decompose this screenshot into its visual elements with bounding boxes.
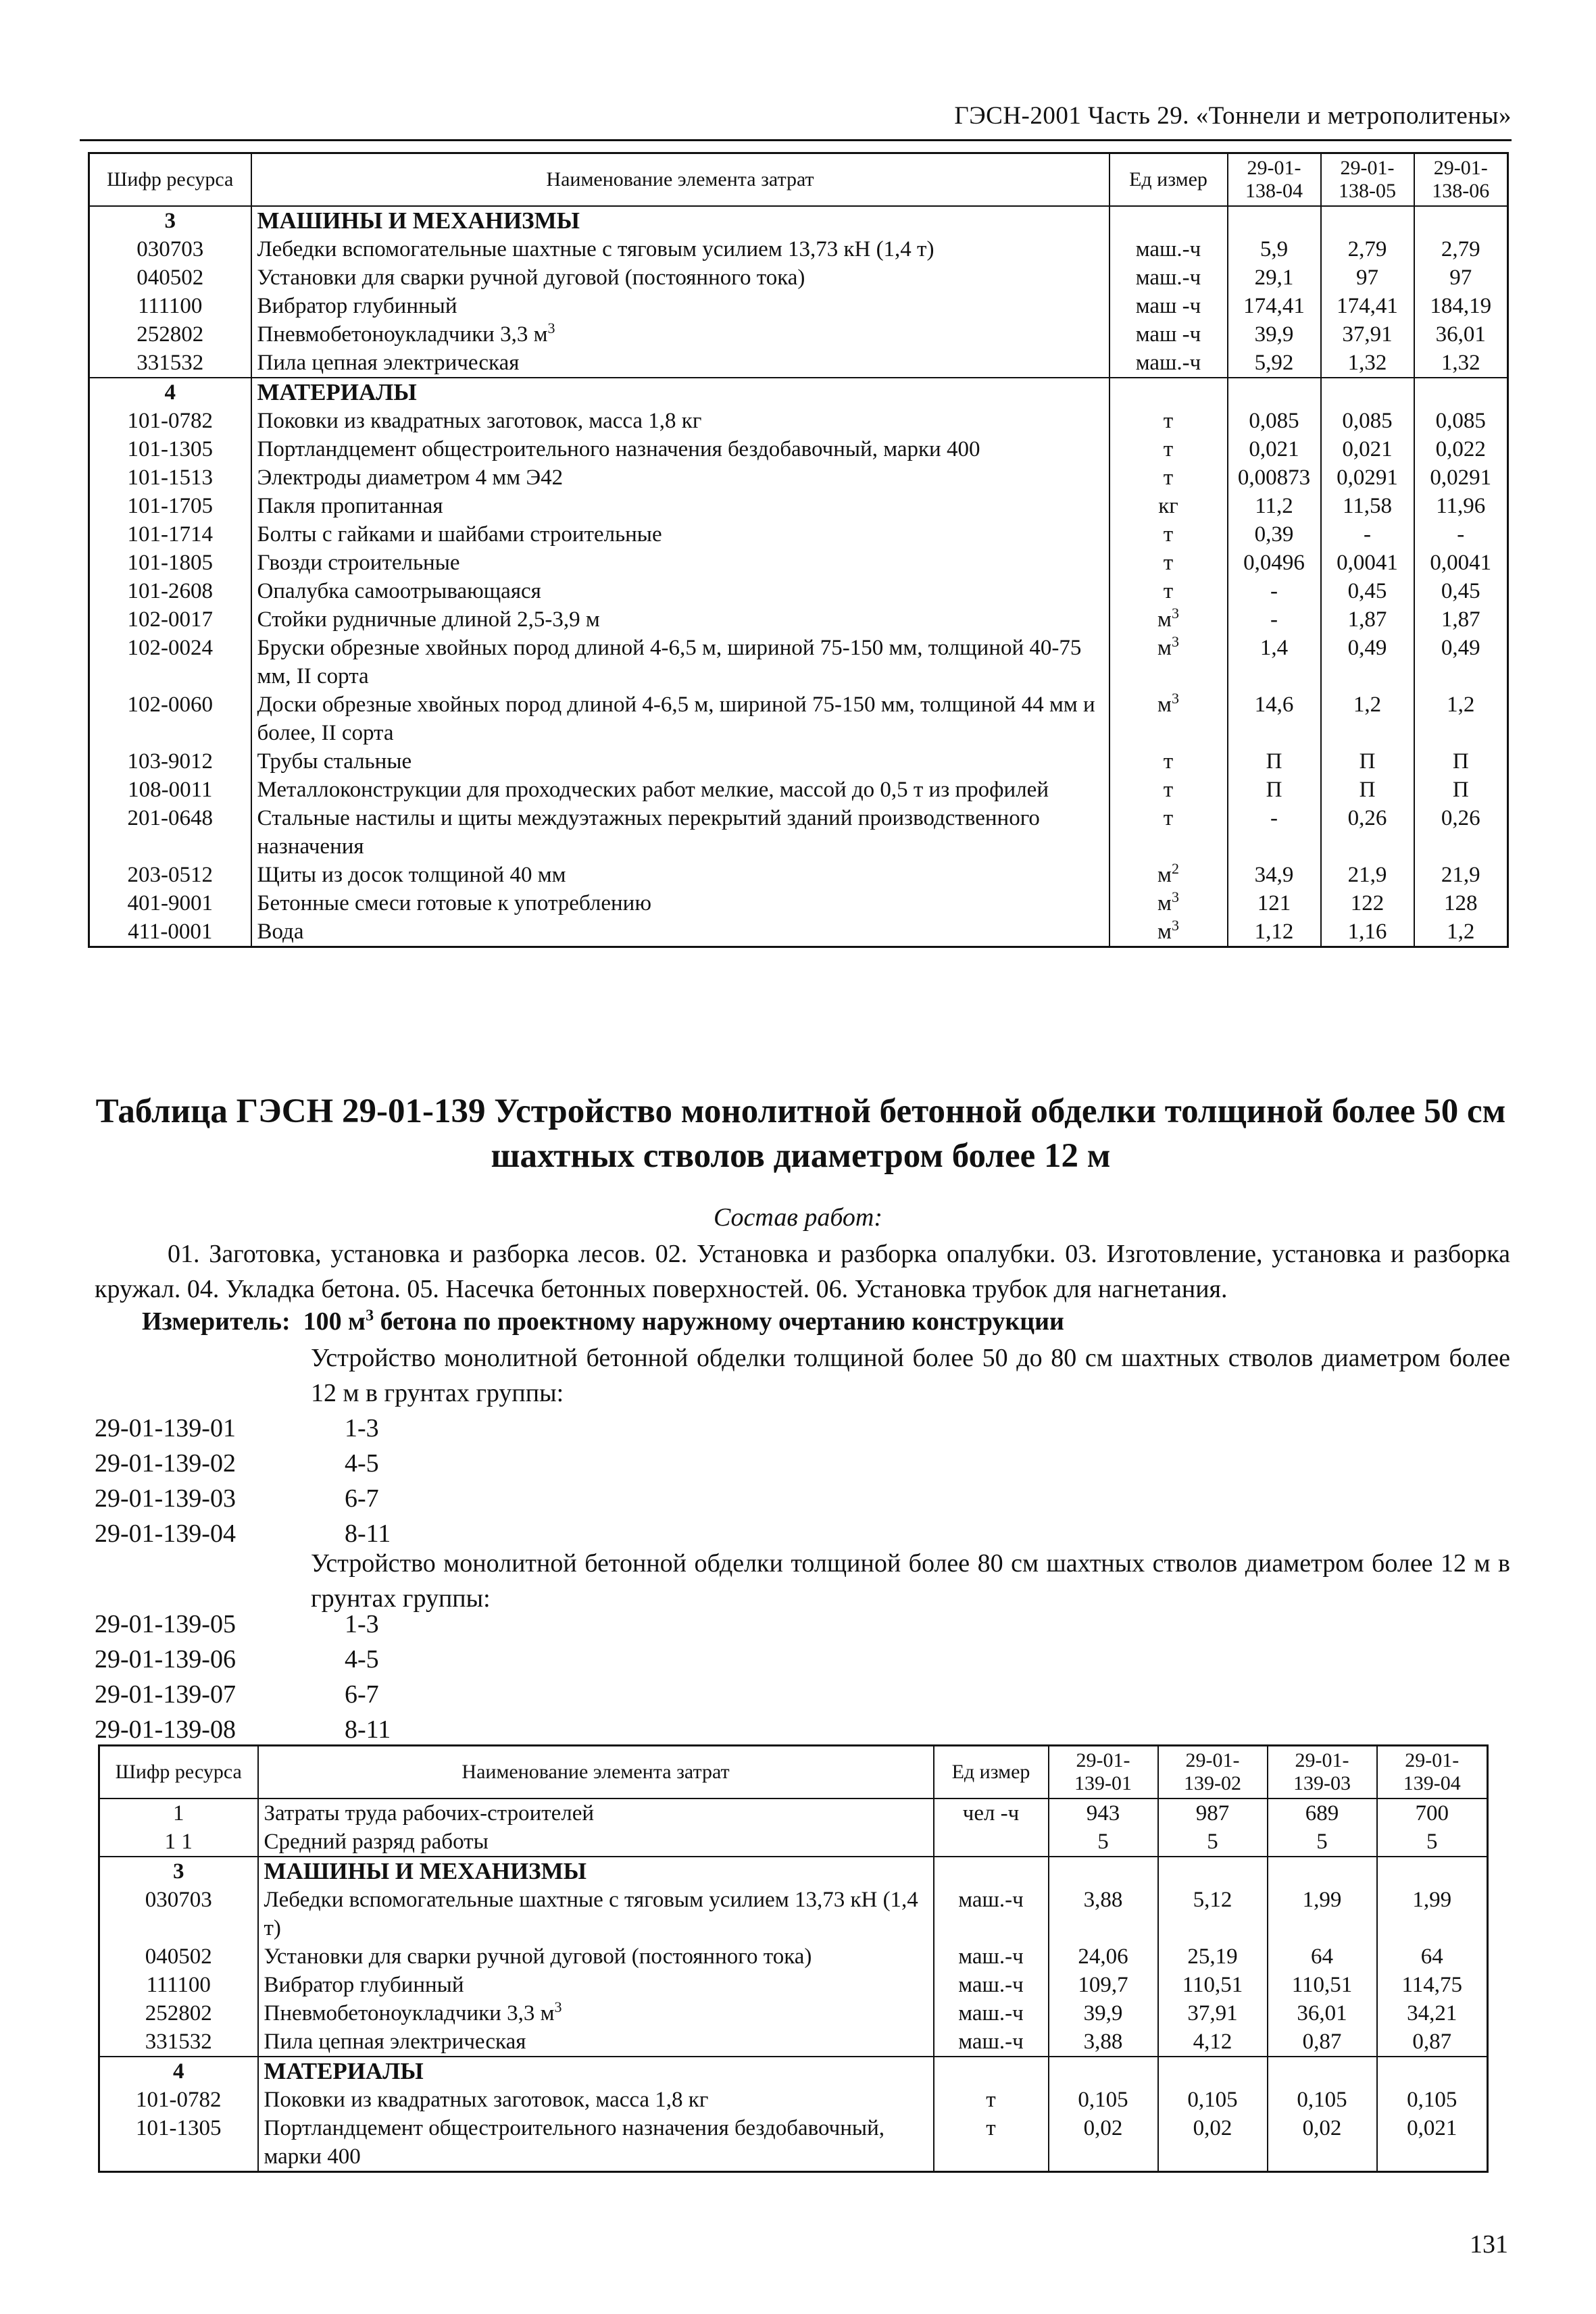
value-cell: 1,87 bbox=[1414, 605, 1508, 634]
value-cell: 0,45 bbox=[1414, 577, 1508, 605]
unit-cell: т bbox=[1109, 549, 1228, 577]
value-cell: 122 bbox=[1321, 889, 1414, 917]
table-row bbox=[89, 861, 1508, 889]
value-cell: 114,75 bbox=[1377, 1971, 1488, 1999]
resource-name: Установки для сварки ручной дуговой (постоянного тока) bbox=[251, 263, 1109, 292]
unit-cell: маш.-ч bbox=[934, 1886, 1049, 1942]
value-cell: 0,0496 bbox=[1228, 549, 1321, 577]
resource-code: 111100 bbox=[89, 292, 251, 320]
value-cell: 2,79 bbox=[1321, 235, 1414, 263]
value-cell: 0,105 bbox=[1049, 2086, 1158, 2114]
value-cell: 0,085 bbox=[1414, 407, 1508, 435]
value-cell: 39,9 bbox=[1049, 1999, 1158, 2028]
table-body bbox=[99, 1799, 1488, 2172]
unit-cell: т bbox=[934, 2114, 1049, 2172]
resource-code: 252802 bbox=[99, 1999, 258, 2028]
unit-cell: маш -ч bbox=[1109, 292, 1228, 320]
resource-code: 101-1513 bbox=[89, 463, 251, 492]
unit-cell: маш.-ч bbox=[1109, 349, 1228, 378]
resource-code: 3 bbox=[99, 1857, 258, 1886]
value-cell: 128 bbox=[1414, 889, 1508, 917]
resource-code: 108-0011 bbox=[89, 776, 251, 804]
value-cell: П bbox=[1228, 776, 1321, 804]
value-cell: 0,021 bbox=[1228, 435, 1321, 463]
unit-cell: т bbox=[1109, 747, 1228, 776]
value-cell: 0,0041 bbox=[1321, 549, 1414, 577]
value-cell: - bbox=[1228, 605, 1321, 634]
value-cell: 0,02 bbox=[1049, 2114, 1158, 2172]
resource-name: Лебедки вспомогательные шахтные с тяговым усилием 13,73 кН (1,4 т) bbox=[251, 235, 1109, 263]
table-title: Таблица ГЭСН 29-01-139 Устройство монолитной бетонной обделки толщиной более 50 см шахтных стволов диаметром более 12 м bbox=[95, 1092, 1506, 1175]
value-cell: 34,9 bbox=[1228, 861, 1321, 889]
resource-code: 401-9001 bbox=[89, 889, 251, 917]
value-cell: 3,88 bbox=[1049, 2028, 1158, 2057]
value-cell: 37,91 bbox=[1321, 320, 1414, 349]
resource-name: МАШИНЫ И МЕХАНИЗМЫ bbox=[258, 1857, 934, 1886]
table-row bbox=[99, 2114, 1488, 2172]
table-row bbox=[89, 292, 1508, 320]
table-row bbox=[89, 463, 1508, 492]
value-cell: 4,12 bbox=[1158, 2028, 1268, 2057]
table-row bbox=[89, 605, 1508, 634]
col-head-138-06: 29-01- 138-06 bbox=[1414, 153, 1508, 207]
value-cell: 2,79 bbox=[1414, 235, 1508, 263]
section-row bbox=[89, 378, 1508, 407]
resource-name: Трубы стальные bbox=[251, 747, 1109, 776]
value-cell: 0,021 bbox=[1377, 2114, 1488, 2172]
value-cell: 5 bbox=[1158, 1828, 1268, 1857]
resource-code: 3 bbox=[89, 206, 251, 235]
value-cell: - bbox=[1321, 520, 1414, 549]
resource-code: 101-0782 bbox=[89, 407, 251, 435]
unit-cell: т bbox=[934, 2086, 1049, 2114]
value-cell bbox=[1268, 1857, 1377, 1886]
unit-cell bbox=[1109, 378, 1228, 407]
value-cell: 0,022 bbox=[1414, 435, 1508, 463]
table-row bbox=[89, 549, 1508, 577]
resource-code: 101-1714 bbox=[89, 520, 251, 549]
resource-name: Бетонные смеси готовые к употреблению bbox=[251, 889, 1109, 917]
section-row bbox=[89, 206, 1508, 235]
value-cell: 1,87 bbox=[1321, 605, 1414, 634]
value-cell: 14,6 bbox=[1228, 690, 1321, 747]
value-cell: 174,41 bbox=[1321, 292, 1414, 320]
table-row bbox=[89, 263, 1508, 292]
col-head-139-04: 29-01- 139-04 bbox=[1377, 1746, 1488, 1799]
value-cell: П bbox=[1228, 747, 1321, 776]
value-cell: 97 bbox=[1321, 263, 1414, 292]
resource-name: Пневмобетоноукладчики 3,3 $м^3$ bbox=[258, 1999, 934, 2028]
col-head-code: Шифр ресурса bbox=[99, 1746, 258, 1799]
resource-code: 331532 bbox=[99, 2028, 258, 2057]
value-cell: 5 bbox=[1049, 1828, 1158, 1857]
value-cell: 1,99 bbox=[1377, 1886, 1488, 1942]
value-cell bbox=[1414, 206, 1508, 235]
code-line: 29-01-139-01 1-3 bbox=[95, 1414, 379, 1442]
value-cell: 0,49 bbox=[1414, 634, 1508, 690]
resource-name: Щиты из досок толщиной 40 мм bbox=[251, 861, 1109, 889]
col-head-139-02: 29-01- 139-02 bbox=[1158, 1746, 1268, 1799]
page-number: 131 bbox=[1470, 2230, 1508, 2259]
code-line: 29-01-139-02 4-5 bbox=[95, 1449, 379, 1478]
table-row bbox=[99, 1942, 1488, 1971]
value-cell: 97 bbox=[1414, 263, 1508, 292]
resource-name: Гвозди строительные bbox=[251, 549, 1109, 577]
value-cell: 184,19 bbox=[1414, 292, 1508, 320]
table-row bbox=[89, 889, 1508, 917]
resource-code: 331532 bbox=[89, 349, 251, 378]
value-cell: 11,2 bbox=[1228, 492, 1321, 520]
value-cell: 0,02 bbox=[1158, 2114, 1268, 2172]
value-cell: 0,105 bbox=[1268, 2086, 1377, 2114]
col-head-139-01: 29-01- 139-01 bbox=[1049, 1746, 1158, 1799]
resource-code: 111100 bbox=[99, 1971, 258, 1999]
unit-cell: т bbox=[1109, 435, 1228, 463]
value-cell: 121 bbox=[1228, 889, 1321, 917]
resource-code: 101-2608 bbox=[89, 577, 251, 605]
value-cell bbox=[1049, 1857, 1158, 1886]
value-cell: 0,0041 bbox=[1414, 549, 1508, 577]
resource-name: Пакля пропитанная bbox=[251, 492, 1109, 520]
resource-code: 101-1305 bbox=[99, 2114, 258, 2172]
resource-code: 411-0001 bbox=[89, 917, 251, 947]
composition-label: Состав работ: bbox=[713, 1203, 883, 1232]
value-cell: 0,26 bbox=[1414, 804, 1508, 861]
resource-table-138 bbox=[88, 152, 1509, 948]
value-cell bbox=[1268, 2057, 1377, 2086]
table-row bbox=[89, 577, 1508, 605]
value-cell: 0,085 bbox=[1228, 407, 1321, 435]
resource-name: Электроды диаметром 4 мм Э42 bbox=[251, 463, 1109, 492]
table-row bbox=[99, 2028, 1488, 2057]
col-head-name: Наименование элемента затрат bbox=[258, 1746, 934, 1799]
col-head-138-05: 29-01- 138-05 bbox=[1321, 153, 1414, 207]
resource-name: Стойки рудничные длиной 2,5-3,9 м bbox=[251, 605, 1109, 634]
table-row bbox=[89, 320, 1508, 349]
table-row bbox=[89, 520, 1508, 549]
value-cell: 36,01 bbox=[1414, 320, 1508, 349]
resource-name: Лебедки вспомогательные шахтные с тяговым усилием 13,73 кН (1,4 т) bbox=[258, 1886, 934, 1942]
resource-name: Пила цепная электрическая bbox=[258, 2028, 934, 2057]
resource-name: Поковки из квадратных заготовок, масса 1,8 кг bbox=[251, 407, 1109, 435]
resource-name: Средний разряд работы bbox=[258, 1828, 934, 1857]
resource-name: Стальные настилы и щиты междуэтажных перекрытий зданий производственного назначения bbox=[251, 804, 1109, 861]
value-cell bbox=[1321, 206, 1414, 235]
resource-code: 101-1305 bbox=[89, 435, 251, 463]
resource-name: Бруски обрезные хвойных пород длиной 4-6,5 м, шириной 75-150 мм, толщиной 40-75 мм, II сорта bbox=[251, 634, 1109, 690]
resource-code: 1 bbox=[99, 1799, 258, 1828]
value-cell bbox=[1414, 378, 1508, 407]
value-cell: П bbox=[1414, 776, 1508, 804]
header-rule bbox=[80, 139, 1512, 141]
value-cell: 1,32 bbox=[1414, 349, 1508, 378]
code-line: 29-01-139-03 6-7 bbox=[95, 1484, 379, 1513]
unit-cell bbox=[934, 2057, 1049, 2086]
value-cell: - bbox=[1228, 804, 1321, 861]
resource-name: Установки для сварки ручной дуговой (постоянного тока) bbox=[258, 1942, 934, 1971]
resource-code: 4 bbox=[89, 378, 251, 407]
table-row bbox=[89, 804, 1508, 861]
value-cell: 0,87 bbox=[1268, 2028, 1377, 2057]
resource-name: Пила цепная электрическая bbox=[251, 349, 1109, 378]
value-cell: - bbox=[1228, 577, 1321, 605]
value-cell bbox=[1049, 2057, 1158, 2086]
resource-name: Металлоконструкции для проходческих работ мелкие, массой до 0,5 т из профилей bbox=[251, 776, 1109, 804]
col-head-unit: Ед измер bbox=[1109, 153, 1228, 207]
value-cell: 0,26 bbox=[1321, 804, 1414, 861]
resource-name: Вибратор глубинный bbox=[258, 1971, 934, 1999]
unit-cell bbox=[934, 1828, 1049, 1857]
value-cell: 174,41 bbox=[1228, 292, 1321, 320]
unit-cell: т bbox=[1109, 407, 1228, 435]
value-cell: 29,1 bbox=[1228, 263, 1321, 292]
code-line: 29-01-139-04 8-11 bbox=[95, 1519, 391, 1548]
value-cell bbox=[1377, 2057, 1488, 2086]
unit-cell: т bbox=[1109, 577, 1228, 605]
table-row bbox=[89, 747, 1508, 776]
resource-name: Портландцемент общестроительного назначения бездобавочный, марки 400 bbox=[258, 2114, 934, 2172]
unit-cell bbox=[934, 1857, 1049, 1886]
unit-cell: маш.-ч bbox=[934, 1942, 1049, 1971]
value-cell: 110,51 bbox=[1268, 1971, 1377, 1999]
resource-name: Пневмобетоноукладчики 3,3 $м^3$ bbox=[251, 320, 1109, 349]
resource-name: Поковки из квадратных заготовок, масса 1,8 кг bbox=[258, 2086, 934, 2114]
value-cell: 64 bbox=[1377, 1942, 1488, 1971]
value-cell: 5,92 bbox=[1228, 349, 1321, 378]
value-cell bbox=[1377, 1857, 1488, 1886]
group2-description: Устройство монолитной бетонной обделки толщиной более 80 см шахтных стволов диаметром более 12 м в грунтах группы: bbox=[311, 1549, 1510, 1613]
value-cell: 0,87 bbox=[1377, 2028, 1488, 2057]
code-line: 29-01-139-06 4-5 bbox=[95, 1645, 379, 1674]
resource-code: 4 bbox=[99, 2057, 258, 2086]
table-row bbox=[89, 349, 1508, 378]
unit-cell: $м^2$ bbox=[1109, 861, 1228, 889]
value-cell: 1,99 bbox=[1268, 1886, 1377, 1942]
meter-line: Измеритель: 100 $м^3$ бетона по проектному наружному очертанию конструкции bbox=[142, 1307, 1064, 1336]
resource-code: 201-0648 bbox=[89, 804, 251, 861]
table-row bbox=[99, 2086, 1488, 2114]
unit-cell: маш.-ч bbox=[1109, 235, 1228, 263]
col-head-unit: Ед измер bbox=[934, 1746, 1049, 1799]
unit-cell: $м^3$ bbox=[1109, 917, 1228, 947]
col-head-138-04: 29-01- 138-04 bbox=[1228, 153, 1321, 207]
table-row bbox=[99, 1828, 1488, 1857]
resource-code: 030703 bbox=[89, 235, 251, 263]
value-cell: 0,39 bbox=[1228, 520, 1321, 549]
value-cell: 0,02 bbox=[1268, 2114, 1377, 2172]
unit-cell: $м^3$ bbox=[1109, 634, 1228, 690]
value-cell: 0,105 bbox=[1377, 2086, 1488, 2114]
value-cell: 24,06 bbox=[1049, 1942, 1158, 1971]
unit-cell: маш.-ч bbox=[934, 1999, 1049, 2028]
value-cell: 1,32 bbox=[1321, 349, 1414, 378]
value-cell: 21,9 bbox=[1414, 861, 1508, 889]
value-cell: 0,00873 bbox=[1228, 463, 1321, 492]
value-cell bbox=[1158, 1857, 1268, 1886]
resource-name: Затраты труда рабочих-строителей bbox=[258, 1799, 934, 1828]
resource-name: МАТЕРИАЛЫ bbox=[258, 2057, 934, 2086]
col-head-139-03: 29-01- 139-03 bbox=[1268, 1746, 1377, 1799]
table-row bbox=[99, 1999, 1488, 2028]
resource-name: Вибратор глубинный bbox=[251, 292, 1109, 320]
value-cell: 1,2 bbox=[1414, 917, 1508, 947]
value-cell bbox=[1321, 378, 1414, 407]
value-cell: 110,51 bbox=[1158, 1971, 1268, 1999]
table-body bbox=[89, 206, 1508, 947]
works-list: 01. Заготовка, установка и разборка лесов. 02. Установка и разборка опалубки. 03. Изготовление, установка и разборка кружал. 04. Укладка бетона. 05. Насечка бетонных поверхностей. 06. Установка трубок для нагнетания. bbox=[95, 1240, 1510, 1303]
value-cell: 64 bbox=[1268, 1942, 1377, 1971]
unit-cell: $м^3$ bbox=[1109, 690, 1228, 747]
value-cell: 0,105 bbox=[1158, 2086, 1268, 2114]
table-row bbox=[89, 407, 1508, 435]
value-cell: 109,7 bbox=[1049, 1971, 1158, 1999]
value-cell: 25,19 bbox=[1158, 1942, 1268, 1971]
resource-name: Портландцемент общестроительного назначения бездобавочный, марки 400 bbox=[251, 435, 1109, 463]
unit-cell: т bbox=[1109, 804, 1228, 861]
value-cell: 0,021 bbox=[1321, 435, 1414, 463]
resource-code: 203-0512 bbox=[89, 861, 251, 889]
code-line: 29-01-139-08 8-11 bbox=[95, 1715, 391, 1744]
value-cell: 5 bbox=[1268, 1828, 1377, 1857]
unit-cell: чел -ч bbox=[934, 1799, 1049, 1828]
table-row bbox=[89, 776, 1508, 804]
value-cell: 1,4 bbox=[1228, 634, 1321, 690]
resource-code: 252802 bbox=[89, 320, 251, 349]
value-cell: 39,9 bbox=[1228, 320, 1321, 349]
value-cell: 5,12 bbox=[1158, 1886, 1268, 1942]
meter-value: 100 м bbox=[303, 1307, 366, 1336]
running-header: ГЭСН-2001 Часть 29. «Тоннели и метрополитены» bbox=[954, 102, 1512, 130]
resource-code: 101-1705 bbox=[89, 492, 251, 520]
value-cell: П bbox=[1321, 747, 1414, 776]
value-cell: 1,16 bbox=[1321, 917, 1414, 947]
value-cell: 1,12 bbox=[1228, 917, 1321, 947]
section-row bbox=[99, 2057, 1488, 2086]
value-cell: 37,91 bbox=[1158, 1999, 1268, 2028]
table-row bbox=[89, 917, 1508, 947]
resource-code: 102-0024 bbox=[89, 634, 251, 690]
value-cell: 1,2 bbox=[1414, 690, 1508, 747]
resource-code: 103-9012 bbox=[89, 747, 251, 776]
meter-label: Измеритель: bbox=[142, 1307, 291, 1336]
value-cell: 3,88 bbox=[1049, 1886, 1158, 1942]
table-row bbox=[99, 1799, 1488, 1828]
code-line: 29-01-139-07 6-7 bbox=[95, 1680, 379, 1709]
value-cell bbox=[1228, 206, 1321, 235]
table-header-row bbox=[99, 1746, 1488, 1799]
table-row bbox=[89, 690, 1508, 747]
unit-cell: маш.-ч bbox=[934, 1971, 1049, 1999]
resource-code: 030703 bbox=[99, 1886, 258, 1942]
resource-code: 1 1 bbox=[99, 1828, 258, 1857]
value-cell: 0,0291 bbox=[1321, 463, 1414, 492]
table-row bbox=[89, 492, 1508, 520]
col-head-name: Наименование элемента затрат bbox=[251, 153, 1109, 207]
resource-code: 102-0017 bbox=[89, 605, 251, 634]
resource-code: 102-0060 bbox=[89, 690, 251, 747]
value-cell bbox=[1158, 2057, 1268, 2086]
unit-cell: т bbox=[1109, 463, 1228, 492]
unit-cell: кг bbox=[1109, 492, 1228, 520]
unit-cell bbox=[1109, 206, 1228, 235]
value-cell: 1,2 bbox=[1321, 690, 1414, 747]
unit-cell: т bbox=[1109, 520, 1228, 549]
code-line: 29-01-139-05 1-3 bbox=[95, 1610, 379, 1638]
unit-cell: маш.-ч bbox=[1109, 263, 1228, 292]
value-cell: 5 bbox=[1377, 1828, 1488, 1857]
value-cell: 36,01 bbox=[1268, 1999, 1377, 2028]
section-row bbox=[99, 1857, 1488, 1886]
value-cell: 0,0291 bbox=[1414, 463, 1508, 492]
value-cell: 5,9 bbox=[1228, 235, 1321, 263]
value-cell: 0,45 bbox=[1321, 577, 1414, 605]
value-cell: П bbox=[1321, 776, 1414, 804]
value-cell: 0,49 bbox=[1321, 634, 1414, 690]
value-cell: 943 bbox=[1049, 1799, 1158, 1828]
value-cell: 689 bbox=[1268, 1799, 1377, 1828]
resource-name: МАТЕРИАЛЫ bbox=[251, 378, 1109, 407]
value-cell bbox=[1228, 378, 1321, 407]
resource-code: 040502 bbox=[99, 1942, 258, 1971]
resource-code: 040502 bbox=[89, 263, 251, 292]
col-head-code: Шифр ресурса bbox=[89, 153, 251, 207]
resource-name: МАШИНЫ И МЕХАНИЗМЫ bbox=[251, 206, 1109, 235]
resource-name: Доски обрезные хвойных пород длиной 4-6,5 м, шириной 75-150 мм, толщиной 44 мм и более, II сорта bbox=[251, 690, 1109, 747]
value-cell: 21,9 bbox=[1321, 861, 1414, 889]
value-cell: - bbox=[1414, 520, 1508, 549]
unit-cell: т bbox=[1109, 776, 1228, 804]
resource-name: Опалубка самоотрывающаяся bbox=[251, 577, 1109, 605]
value-cell: П bbox=[1414, 747, 1508, 776]
value-cell: 0,085 bbox=[1321, 407, 1414, 435]
unit-cell: маш -ч bbox=[1109, 320, 1228, 349]
group1-description: Устройство монолитной бетонной обделки толщиной более 50 до 80 см шахтных стволов диаметром более 12 м в грунтах группы: bbox=[311, 1344, 1510, 1407]
table-row bbox=[89, 435, 1508, 463]
resource-table-139 bbox=[98, 1744, 1489, 2173]
value-cell: 11,96 bbox=[1414, 492, 1508, 520]
table-row bbox=[89, 634, 1508, 690]
unit-cell: $м^3$ bbox=[1109, 605, 1228, 634]
unit-cell: маш.-ч bbox=[934, 2028, 1049, 2057]
value-cell: 11,58 bbox=[1321, 492, 1414, 520]
table-row bbox=[99, 1971, 1488, 1999]
resource-code: 101-1805 bbox=[89, 549, 251, 577]
value-cell: 700 bbox=[1377, 1799, 1488, 1828]
table-header-row bbox=[89, 153, 1508, 207]
table-row bbox=[99, 1886, 1488, 1942]
resource-name: Болты с гайками и шайбами строительные bbox=[251, 520, 1109, 549]
resource-name: Вода bbox=[251, 917, 1109, 947]
unit-cell: $м^3$ bbox=[1109, 889, 1228, 917]
table-row bbox=[89, 235, 1508, 263]
resource-code: 101-0782 bbox=[99, 2086, 258, 2114]
value-cell: 34,21 bbox=[1377, 1999, 1488, 2028]
value-cell: 987 bbox=[1158, 1799, 1268, 1828]
